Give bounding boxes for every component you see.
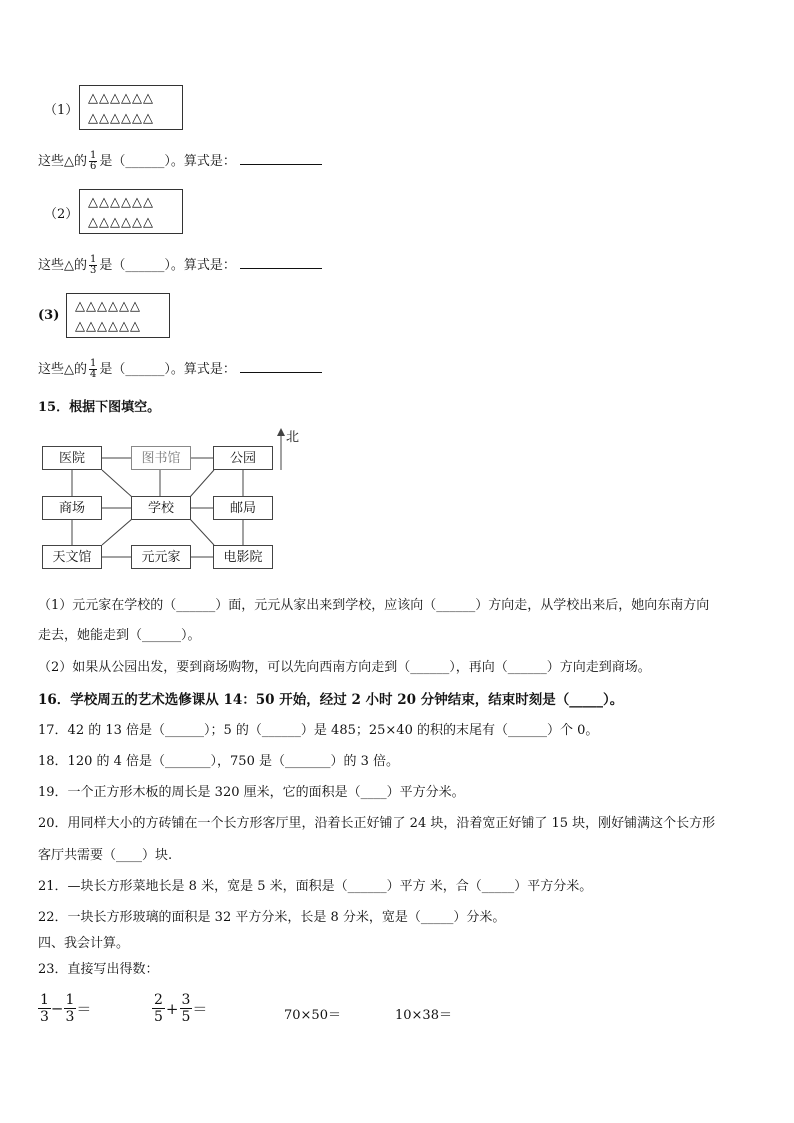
north-label: 北 bbox=[286, 430, 300, 445]
fraction-denominator: 5 bbox=[154, 1009, 163, 1025]
fraction-numerator: 1 bbox=[65, 992, 75, 1008]
place-yuanyuan-home: 元元家 bbox=[131, 545, 191, 569]
section-4-heading: 四、我会计算。 bbox=[38, 936, 130, 951]
question-suffix: 是（______）。算式是： bbox=[99, 258, 236, 273]
place-mall: 商场 bbox=[42, 496, 102, 520]
fraction-denominator: 4 bbox=[90, 369, 97, 380]
q15-title: 15．根据下图填空。 bbox=[38, 400, 161, 415]
fraction-numerator: 1 bbox=[90, 358, 97, 369]
fraction-denominator: 3 bbox=[90, 265, 97, 276]
fraction-denominator: 6 bbox=[90, 161, 97, 172]
triangle-row: △△△△△△ bbox=[88, 91, 154, 106]
q18: 18．120 的 4 倍是（_______），750 是（_______）的 3 倍。 bbox=[38, 754, 400, 769]
place-school: 学校 bbox=[131, 496, 191, 520]
triangle-row: △△△△△△ bbox=[88, 215, 154, 230]
fraction-numerator: 3 bbox=[181, 992, 191, 1008]
q22: 22．一块长方形玻璃的面积是 32 平方分米，长是 8 分米，宽是（_____）分米。 bbox=[38, 910, 506, 925]
triangle-row: △△△△△△ bbox=[75, 319, 141, 334]
fraction-numerator: 1 bbox=[90, 150, 97, 161]
q23: 23．直接写出得数： bbox=[38, 962, 159, 977]
place-planetarium: 天文馆 bbox=[42, 545, 102, 569]
group-2-label: （2） bbox=[44, 207, 79, 222]
q15-sub1-line2: 走去，她能走到（______）。 bbox=[38, 628, 201, 643]
triangle-row: △△△△△△ bbox=[75, 299, 141, 314]
q20-line1: 20．用同样大小的方砖铺在一个长方形客厅里，沿着长正好铺了 24 块，沿着宽正好铺了 15 块，刚好铺满这个长方形 bbox=[38, 816, 716, 831]
q21: 21．—块长方形菜地长是 8 米，宽是 5 米，面积是（______）平方 米，合（_____）平方分米。 bbox=[38, 879, 593, 894]
q19: 19．一个正方形木板的周长是 320 厘米，它的面积是（____）平方分米。 bbox=[38, 785, 465, 800]
q15-sub1-line1: （1）元元家在学校的（______）面，元元从家出来到学校，应该向（______）方向走，从学校出来后，她向东南方向 bbox=[38, 598, 710, 613]
equals-sign: ＝ bbox=[76, 1000, 92, 1018]
calc-expr-2 bbox=[152, 992, 207, 1025]
q16: 16．学校周五的艺术选修课从 14：50 开始，经过 2 小时 20 分钟结束，结束时刻是（_____）。 bbox=[38, 692, 624, 708]
place-post-office: 邮局 bbox=[213, 496, 273, 520]
q15-sub2: （2）如果从公园出发，要到商场购物，可以先向西南方向走到（______），再向（______）方向走到商场。 bbox=[38, 660, 651, 675]
question-suffix: 是（______）。算式是： bbox=[99, 154, 236, 169]
fraction-denominator: 3 bbox=[40, 1009, 49, 1025]
triangle-row: △△△△△△ bbox=[88, 195, 154, 210]
fraction bbox=[64, 992, 77, 1025]
question-prefix: 这些△的 bbox=[38, 154, 87, 169]
place-hospital: 医院 bbox=[42, 446, 102, 470]
fraction-denominator: 5 bbox=[181, 1009, 191, 1025]
fraction-numerator: 1 bbox=[90, 254, 97, 265]
fraction-numerator: 2 bbox=[154, 992, 163, 1008]
place-park: 公园 bbox=[213, 446, 273, 470]
group-1-label: （1） bbox=[44, 103, 79, 118]
place-library: 图书馆 bbox=[131, 446, 191, 470]
question-prefix: 这些△的 bbox=[38, 258, 87, 273]
q20-line2: 客厅共需要（____）块. bbox=[38, 848, 173, 863]
group-3-label: (3) bbox=[38, 308, 60, 323]
question-prefix: 这些△的 bbox=[38, 362, 87, 377]
fraction bbox=[180, 992, 193, 1025]
triangle-row: △△△△△△ bbox=[88, 111, 154, 126]
calc-expr-3: 70×50＝ bbox=[284, 1008, 341, 1023]
operator: − bbox=[50, 999, 64, 1018]
calc-expr-4: 10×38＝ bbox=[395, 1008, 452, 1023]
calc-expr-1 bbox=[38, 992, 91, 1025]
question-suffix: 是（______）。算式是： bbox=[99, 362, 236, 377]
fraction-numerator: 1 bbox=[40, 992, 49, 1008]
q17: 17．42 的 13 倍是（______）；5 的（______）是 485；25×40 的积的末尾有（______）个 0。 bbox=[38, 723, 599, 738]
equals-sign: ＝ bbox=[192, 1000, 208, 1018]
fraction bbox=[38, 992, 51, 1025]
operator: + bbox=[165, 999, 179, 1018]
place-cinema: 电影院 bbox=[213, 545, 273, 569]
fraction-denominator: 3 bbox=[65, 1009, 75, 1025]
fraction bbox=[152, 992, 165, 1025]
